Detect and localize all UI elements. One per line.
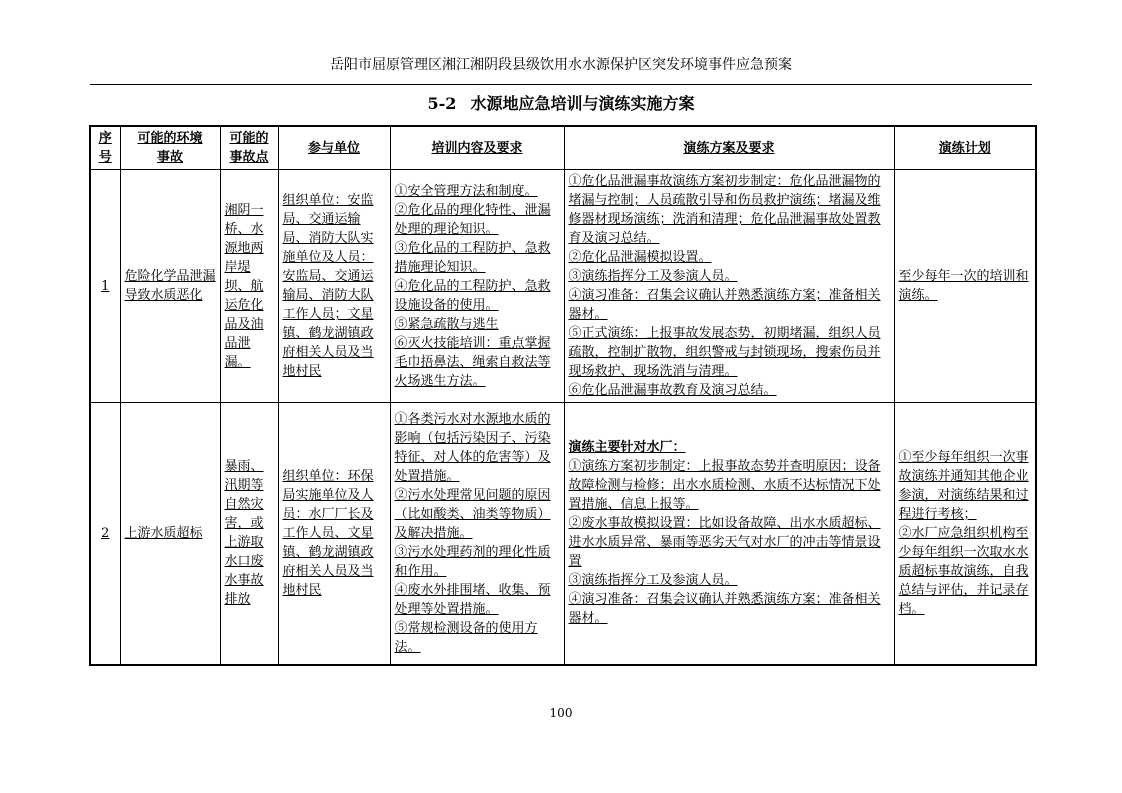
- row-event-text: 上游水质超标: [124, 525, 203, 541]
- row-units: [278, 403, 390, 665]
- row-units-text: 组织单位：环保局实施单位及人员：水厂厂长及工作人员、文星镇、鹤龙湖镇政府相关人员及当地村民: [282, 468, 374, 598]
- table-header-row: [90, 126, 1036, 170]
- section-number: 5-2: [427, 94, 457, 113]
- header-seq: 序 号: [90, 126, 120, 170]
- row-drill: [564, 170, 894, 403]
- row-schedule: [894, 170, 1036, 403]
- row-location-text: 暴雨、汛期等自然灾害，或上游取水口废水事故排放: [224, 459, 264, 608]
- row-seq: [90, 170, 120, 403]
- drill-item: ⑥危化品泄漏事故教育及演习总结。: [568, 383, 777, 398]
- training-item: ⑥灭火技能培训：重点掌握毛巾捂鼻法、绳索自救法等火场逃生方法。: [394, 335, 551, 389]
- row-location: [220, 403, 278, 665]
- row-drill: [564, 403, 894, 665]
- training-item: ③污水处理药剂的理化性质和作用。: [394, 544, 551, 579]
- row-training: [390, 170, 564, 403]
- drill-item: ⑤正式演练：上报事故发展态势，初期堵漏，组织人员疏散，控制扩散物，组织警戒与封锁现场，搜索伤员并现场救护、现场洗消与清理。: [568, 326, 881, 379]
- drill-item: ①危化品泄漏事故演练方案初步制定：危化品泄漏物的堵漏与控制；人员疏散引导和伤员救护演练；堵漏及维修器材现场演练；洗消和清理；危化品泄漏事故处置教育及演习总结。: [568, 174, 881, 246]
- row-units: [278, 170, 390, 403]
- schedule-item: ①至少每年组织一次事故演练并通知其他企业参演，对演练结果和过程进行考核；: [898, 449, 1029, 522]
- training-item: ①各类污水对水源地水质的影响（包括污染因子、污染特征、对人体的危害等）及处置措施。: [394, 411, 551, 484]
- drill-item: ④演习准备：召集会议确认并熟悉演练方案；准备相关器材。: [568, 592, 881, 627]
- row-location-text: 湘阴一桥、水源地两岸堤坝、航运危化品及油品泄漏。: [224, 202, 264, 370]
- row-schedule: [894, 403, 1036, 665]
- header-rule: [90, 84, 1032, 85]
- running-header: 岳阳市屈原管理区湘江湘阴段县级饮用水水源保护区突发环境事件应急预案: [330, 57, 792, 73]
- header-event: 可能的环境 事故: [120, 126, 220, 170]
- training-drill-table: [89, 125, 1037, 666]
- section-title-text: 水源地应急培训与演练实施方案: [470, 94, 695, 113]
- page-number: 100: [549, 706, 573, 720]
- row-seq: [90, 403, 120, 665]
- row-location: [220, 170, 278, 403]
- row-seq-text: 2: [101, 525, 110, 541]
- section-title: [90, 94, 1032, 114]
- table-row: [90, 170, 1036, 403]
- drill-item: ③演练指挥分工及参演人员。: [568, 573, 738, 589]
- training-item: ②污水处理常见问题的原因（比如酸类、油类等物质）及解决措施。: [394, 487, 551, 541]
- training-item: ④危化品的工程防护、急救设施设备的使用。: [394, 278, 551, 313]
- training-item: ①安全管理方法和制度。: [394, 183, 538, 199]
- training-item: ⑤紧急疏散与逃生: [394, 316, 499, 332]
- row-event: [120, 170, 220, 403]
- drill-item: ②危化品泄漏模拟设置。: [568, 250, 712, 265]
- drill-lead: 演练主要针对水厂：: [568, 440, 686, 456]
- drill-item: ①演练方案初步制定：上报事故态势并查明原因；设备故障检测与检修；出水水质检测、水质不达标情况下处置措施、信息上报等。: [568, 459, 881, 513]
- header-drill: 演练方案及要求: [564, 126, 894, 170]
- header-schedule: 演练计划: [894, 126, 1036, 170]
- training-item: ②危化品的理化特性、泄漏处理的理论知识。: [394, 202, 551, 237]
- header-units: 参与单位: [278, 126, 390, 170]
- training-item: ⑤常规检测设备的使用方法。: [394, 620, 538, 655]
- table-row: [90, 403, 1036, 665]
- drill-item: ④演习准备：召集会议确认并熟悉演练方案；准备相关器材。: [568, 288, 881, 322]
- row-seq-text: 1: [101, 278, 110, 294]
- training-item: ④废水外排围堵、收集、预处理等处置措施。: [394, 582, 551, 617]
- schedule-item: ②水厂应急组织机构至少每年组织一次取水水质超标事故演练，自我总结与评估，并记录存档。: [898, 525, 1029, 617]
- row-units-text: 组织单位：安监局、交通运输局、消防大队实施单位及人员：安监局、交通运输局、消防大队工作人员；文星镇、鹤龙湖镇政府相关人员及当地村民: [282, 193, 374, 379]
- drill-item: ③演练指挥分工及参演人员。: [568, 269, 738, 284]
- row-event-text: 危险化学品泄漏导致水质恶化: [124, 269, 216, 303]
- header-training: 培训内容及要求: [390, 126, 564, 170]
- row-event: [120, 403, 220, 665]
- header-location: 可能的 事故点: [220, 126, 278, 170]
- training-item: ③危化品的工程防护、急救措施理论知识。: [394, 240, 551, 275]
- schedule-item: 至少每年一次的培训和演练。: [898, 269, 1029, 303]
- row-training: [390, 403, 564, 665]
- drill-item: ②废水事故模拟设置：比如设备故障、出水水质超标、进水水质异常、暴雨等恶劣天气对水厂的冲击等情景设置: [568, 516, 881, 570]
